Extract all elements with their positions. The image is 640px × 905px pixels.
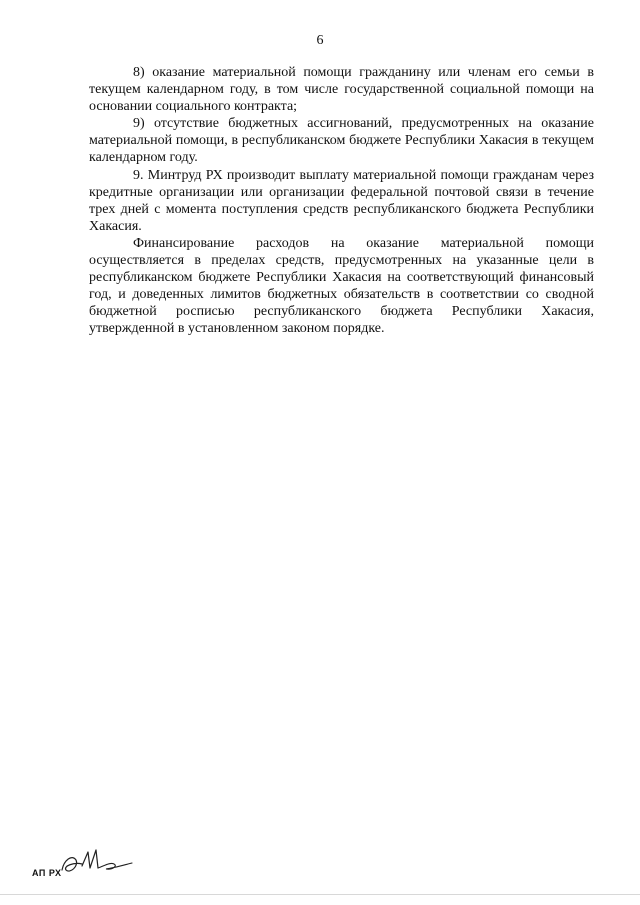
page-number: 6 (316, 33, 324, 48)
bottom-divider (0, 894, 640, 895)
paragraph-financing: Финансирование расходов на оказание материальной помощи осуществляется в пределах средств, предусмотренных на указанные цели в республиканском бюджете Республики Хакасия на соответствующий финансовый год, и доведенных лимитов бюджетных обязательств в соответствии со сводной бюджетной росписью республиканского бюджета Республики Хакасия, утвержденной в установленном законом порядке. (89, 235, 594, 337)
handwritten-signature (54, 846, 134, 880)
footer-code: АП РХ (32, 868, 62, 878)
paragraph-clause-9: 9. Минтруд РХ производит выплату материальной помощи гражданам через кредитные организации или организации федеральной почтовой связи в течение трех дней с момента поступления средств республиканского бюджета Республики Хакасия. (89, 167, 594, 234)
paragraph-item-8: 8) оказание материальной помощи гражданину или членам его семьи в текущем календарном году, в том числе государственной социальной помощи на основании социального контракта; (89, 65, 594, 115)
document-body (89, 64, 594, 338)
paragraph-item-9-condition: 9) отсутствие бюджетных ассигнований, предусмотренных на оказание материальной помощи, в республиканском бюджете Республики Хакасия в текущем календарном году. (89, 116, 594, 166)
